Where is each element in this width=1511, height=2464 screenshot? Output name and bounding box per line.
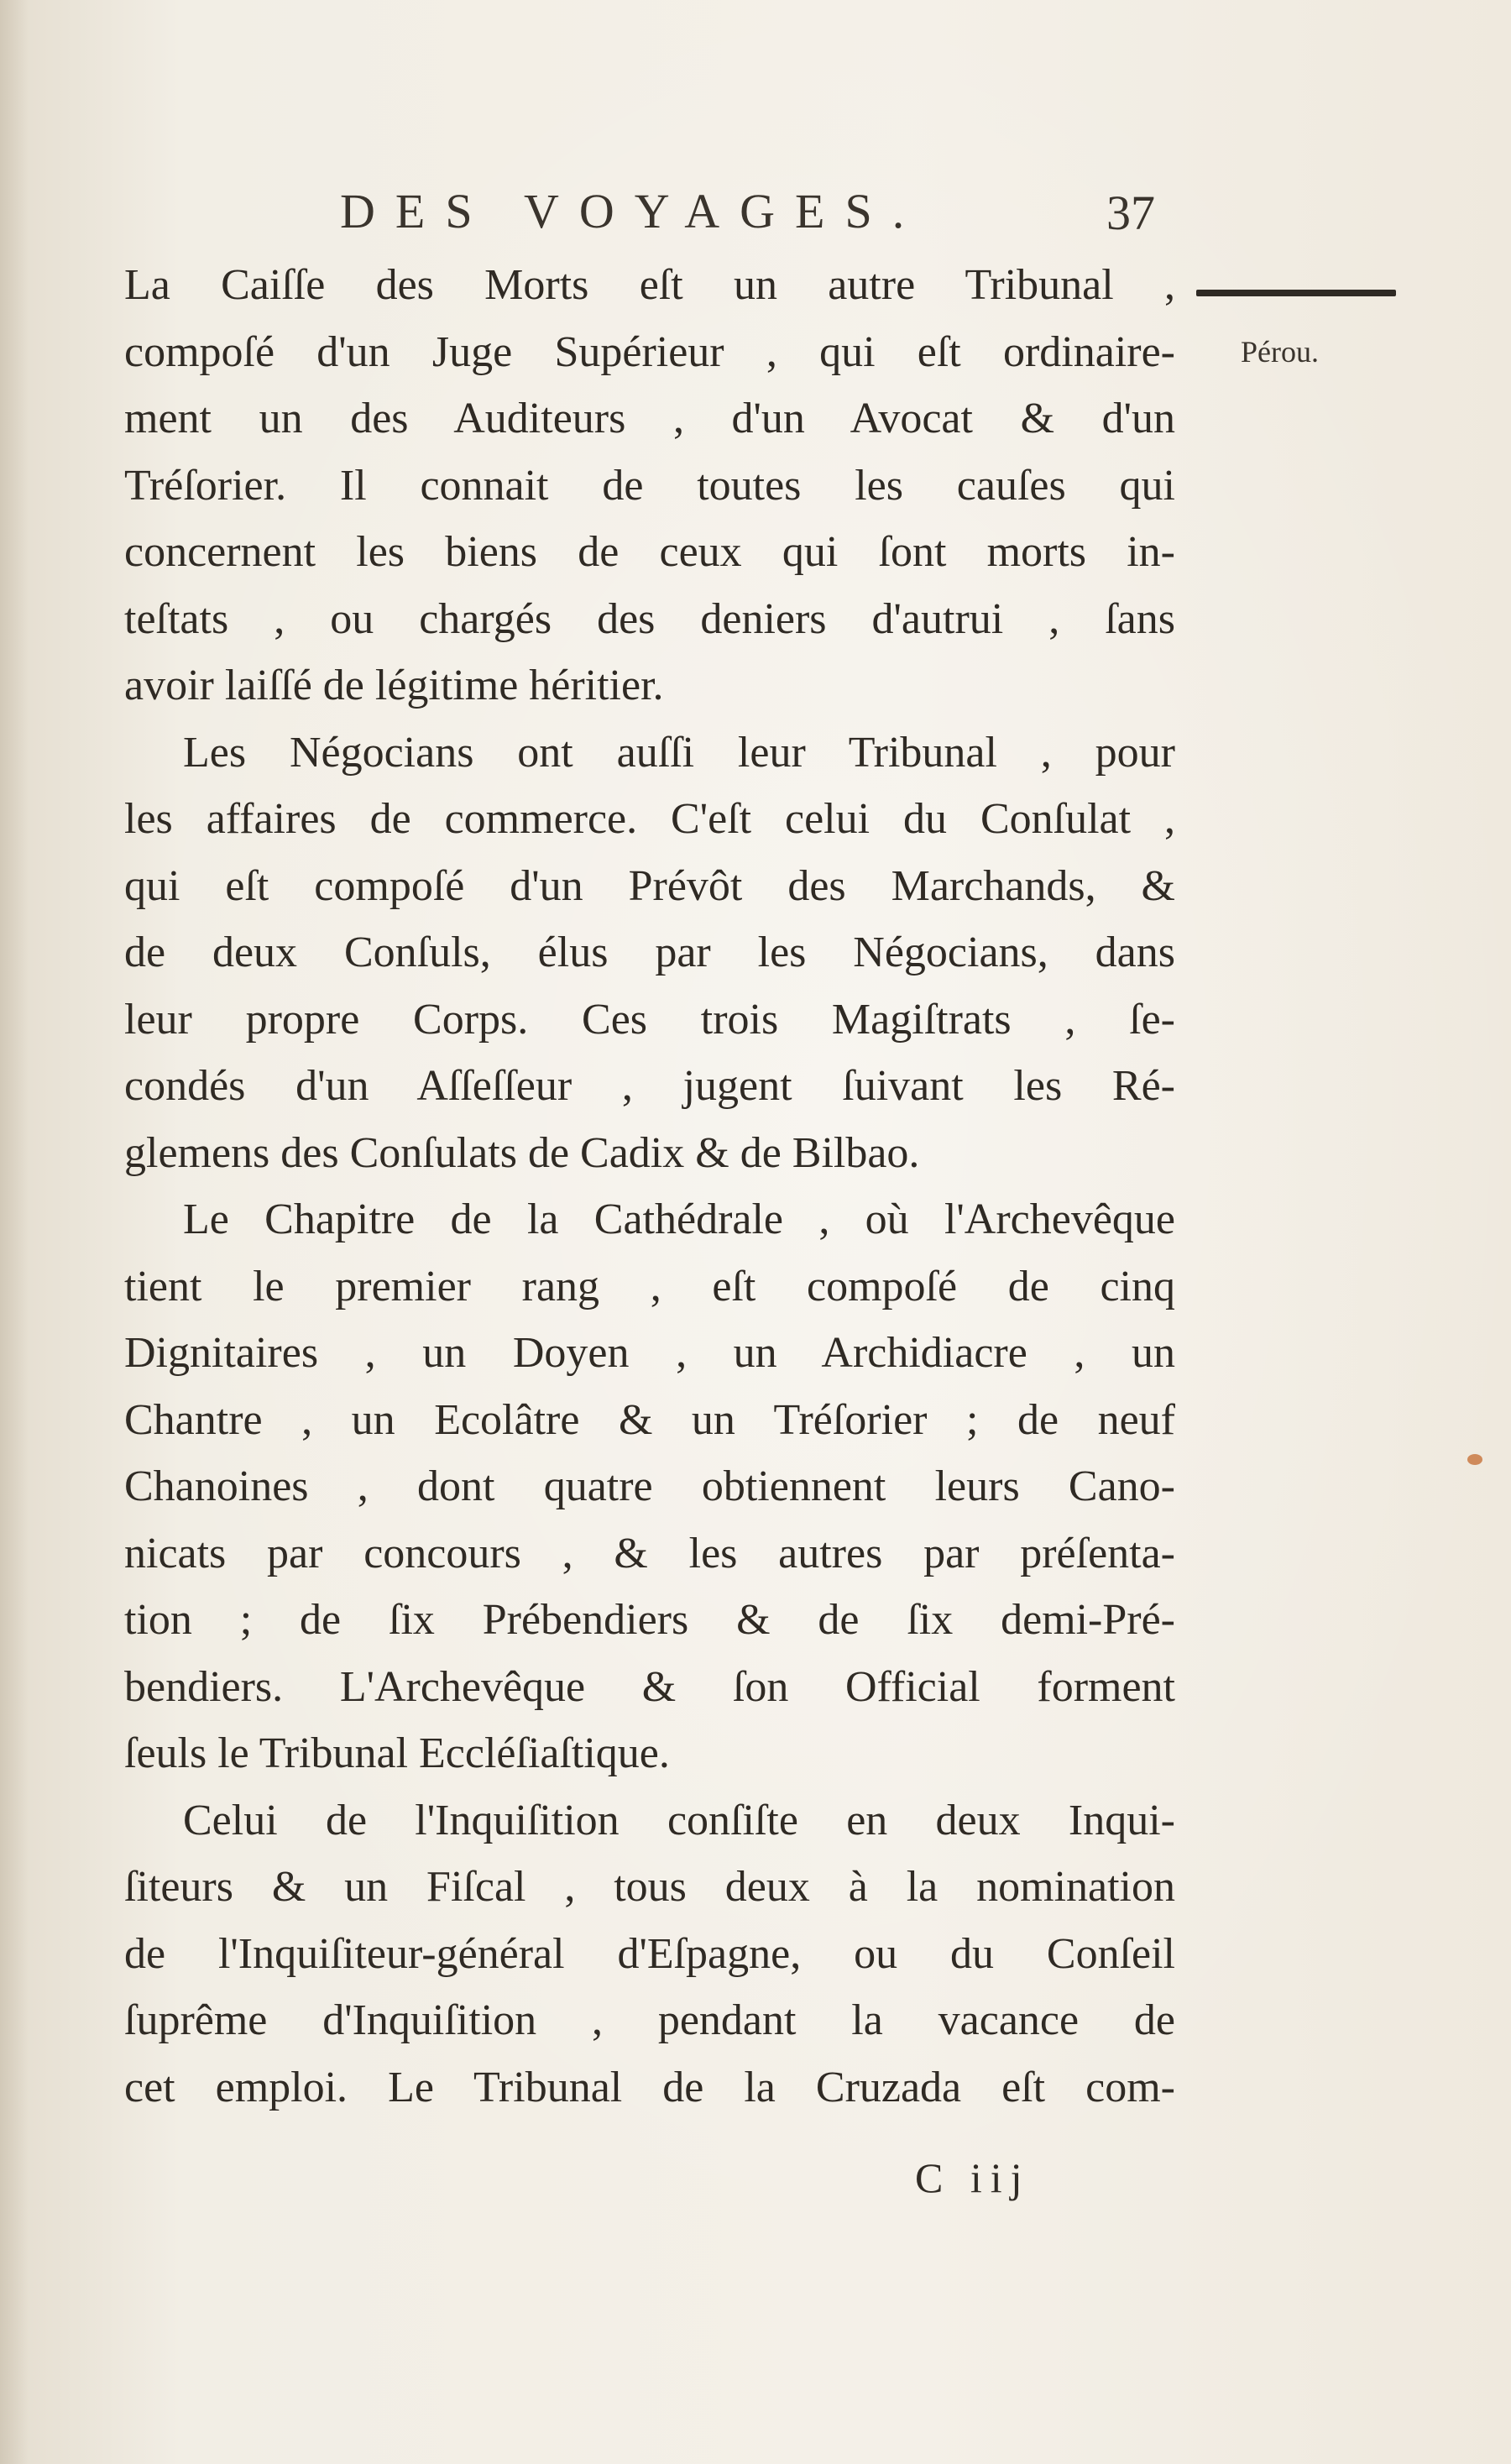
text-line: ſeuls le Tribunal Eccléſiaſtique. [124,1729,670,1777]
text-line: Le Chapitre de la Cathédrale , où l'Archevêque [183,1195,1175,1243]
text-line: glemens des Conſulats de Cadix & de Bilbao. [124,1128,920,1177]
body-text [124,252,1175,2121]
text-line: tion ; de ſix Prébendiers & de ſix demi-Pré- [124,1596,1175,1644]
text-line: leur propre Corps. Ces trois Magiſtrats , ſe- [124,995,1175,1044]
paper-stain [1467,1454,1482,1465]
signature-mark: C iij [915,2154,1031,2201]
text-line: Les Négocians ont auſſi leur Tribunal , pour [183,728,1175,777]
page-number: 37 [1106,186,1155,240]
margin-note: Pérou. [1241,335,1319,369]
text-line: les affaires de commerce. C'eſt celui du Conſulat , [124,795,1175,843]
text-line: avoir laiſſé de légitime héritier. [124,662,664,709]
margin-rule [1196,290,1396,296]
text-line: teſtats , ou chargés des deniers d'autrui , ſans [124,594,1175,643]
running-head: DES VOYAGES. [340,184,925,238]
text-line: qui eſt compoſé d'un Prévôt des Marchands, & [124,861,1175,910]
text-line: Chanoines , dont quatre obtiennent leurs Cano- [124,1462,1175,1510]
text-line: concernent les biens de ceux qui ſont morts in- [124,528,1175,576]
text-line: nicats par concours , & les autres par préſenta- [124,1529,1175,1577]
text-line: Celui de l'Inquiſition conſiſte en deux Inqui- [183,1796,1175,1844]
text-line: bendiers. L'Archevêque & ſon Official forment [124,1662,1175,1711]
text-line: Tréſorier. Il connait de toutes les cauſes qui [124,461,1175,510]
text-line: La Caiſſe des Morts eſt un autre Tribunal , [124,261,1175,309]
text-line: ſuprême d'Inquiſition , pendant la vacance de [124,1996,1175,2044]
text-line: cet emploi. Le Tribunal de la Cruzada eſt com- [124,2063,1175,2111]
text-line: Dignitaires , un Doyen , un Archidiacre , un [124,1329,1175,1377]
text-line: condés d'un Aſſeſſeur , jugent ſuivant les Ré- [124,1062,1175,1110]
gutter-shadow [0,0,29,2464]
text-line: ſiteurs & un Fiſcal , tous deux à la nomination [124,1863,1175,1911]
text-line: de deux Conſuls, élus par les Négocians, dans [124,929,1175,976]
text-line: compoſé d'un Juge Supérieur , qui eſt ordinaire- [124,327,1175,376]
text-line: ment un des Auditeurs , d'un Avocat & d'un [124,395,1175,442]
text-line: Chantre , un Ecolâtre & un Tréſorier ; de neuf [124,1395,1175,1444]
text-line: tient le premier rang , eſt compoſé de cinq [124,1262,1175,1310]
text-line: de l'Inquiſiteur-général d'Eſpagne, ou du Conſeil [124,1929,1175,1978]
